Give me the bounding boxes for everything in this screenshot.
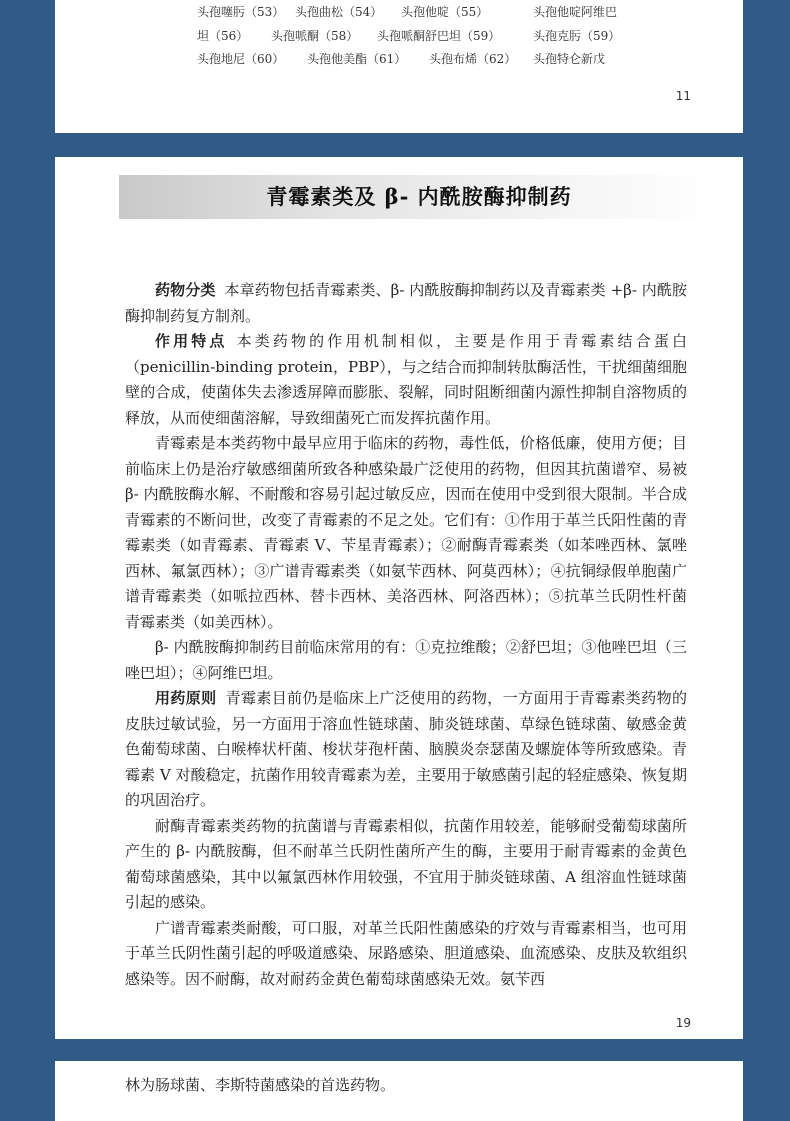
toc-entry: 头孢他啶阿维巴 <box>533 5 618 19</box>
toc-row-3 <box>197 52 605 66</box>
paragraph-enzyme-resistant <box>125 814 687 916</box>
toc-entry: 头孢克肟（59） <box>533 29 621 43</box>
paragraph-text: 青霉素是本类药物中最早应用于临床的药物，毒性低，价格低廉，使用方便；目前临床上仍是治疗敏感细菌所致各种感染最广泛使用的药物，但因其抗菌谱窄、易被 β- 内酰胺酶水解、不耐酸和容易引起过敏反应，因而在使用中受到很大限制。半合成青霉素的不断问世，改变了青霉素的不足之处。它们有：①作用于革兰氏阳性菌的青霉素类（如青霉素、青霉素 V、苄星青霉素）；②耐酶青霉素类（如苯唑西林、氯唑西林、氟氯西林）；③广谱青霉素类（如氨苄西林、阿莫西林）；④抗铜绿假单胞菌广谱青霉素类（如哌拉西林、替卡西林、美洛西林、阿洛西林）；⑤抗革兰氏阴性杆菌青霉素类（如美西林）。 <box>125 434 687 631</box>
toc-entry: 头孢地尼（60） <box>197 52 285 66</box>
chapter-page <box>55 157 743 1039</box>
toc-entry: 头孢他啶（55） <box>401 5 489 19</box>
paragraph-beta-lactamase-inhibitors <box>125 635 687 686</box>
chapter-body <box>125 278 687 992</box>
section-lead: 作用特点 <box>155 332 228 350</box>
paragraph-drug-classification <box>125 278 687 329</box>
paragraph-text: 本章药物包括青霉素类、β- 内酰胺酶抑制药以及青霉素类 +β- 内酰胺酶抑制药复方制剂。 <box>125 281 687 325</box>
paragraph-text: 广谱青霉素类耐酸，可口服，对革兰氏阳性菌感染的疗效与青霉素相当，也可用于革兰氏阴性菌引起的呼吸道感染、尿路感染、胆道感染、血流感染、皮肤及软组织感染等。因不耐酶，故对耐药金黄色葡萄球菌感染无效。氨苄西 <box>125 918 687 988</box>
previous-page <box>55 0 743 133</box>
toc-entry: 头孢布烯（62） <box>429 52 517 66</box>
toc-entry: 坦（56） <box>197 29 249 43</box>
paragraph-broad-spectrum <box>125 916 687 993</box>
paragraph-text: 耐酶青霉素类药物的抗菌谱与青霉素相似，抗菌作用较差，能够耐受葡萄球菌所产生的 β- 内酰胺酶，但不耐革兰氏阴性菌所产生的酶，主要用于耐青霉素的金黄色葡萄球菌感染，其中以氟氯西林作用较强，不宜用于肺炎链球菌、A 组溶血性链球菌引起的感染。 <box>125 816 687 911</box>
toc-entry: 头孢哌酮（58） <box>271 29 359 43</box>
paragraph-text: 本类药物的作用机制相似，主要是作用于青霉素结合蛋白（penicillin-binding protein，PBP），与之结合而抑制转肽酶活性，干扰细菌细胞壁的合成，使菌体失去渗透屏障而膨胀、裂解，同时阻断细菌内源性抑制自溶物质的释放，从而使细菌溶解，导致细菌死亡而发挥抗菌作用。 <box>125 332 687 427</box>
paragraph-text: β- 内酰胺酶抑制药目前临床常用的有：①克拉维酸；②舒巴坦；③他唑巴坦（三唑巴坦）；④阿维巴坦。 <box>125 638 687 682</box>
toc-row-1 <box>197 5 617 19</box>
section-lead: 用药原则 <box>155 689 217 707</box>
chapter-title-band <box>119 175 719 219</box>
toc-row-2 <box>197 29 620 43</box>
toc-entry: 头孢他美酯（61） <box>307 52 407 66</box>
paragraph-action-features <box>125 329 687 431</box>
toc-entry: 头孢特仑新戊 <box>533 52 606 66</box>
section-lead: 药物分类 <box>155 281 216 299</box>
paragraph-medication-principles <box>125 686 687 814</box>
next-page <box>55 1061 743 1121</box>
toc-entry: 头孢噻肟（53） <box>197 5 285 19</box>
chapter-title: 青霉素类及 β- 内酰胺酶抑制药 <box>266 184 572 209</box>
paragraph-penicillin-overview <box>125 431 687 635</box>
page-number: 19 <box>675 1016 691 1030</box>
continued-text: 林为肠球菌、李斯特菌感染的首选药物。 <box>125 1076 396 1094</box>
paragraph-text: 青霉素目前仍是临床上广泛使用的药物，一方面用于青霉素类药物的皮肤过敏试验，另一方面用于溶血性链球菌、肺炎链球菌、草绿色链球菌、敏感金黄色葡萄球菌、白喉棒状杆菌、梭状芽孢杆菌、脑膜炎奈瑟菌及螺旋体等所致感染。青霉素 V 对酸稳定，抗菌作用较青霉素为差，主要用于敏感菌引起的轻症感染、恢复期的巩固治疗。 <box>125 689 687 809</box>
page-number: 11 <box>675 89 691 103</box>
toc-entry: 头孢曲松（54） <box>295 5 383 19</box>
toc-entry: 头孢哌酮舒巴坦（59） <box>377 29 501 43</box>
